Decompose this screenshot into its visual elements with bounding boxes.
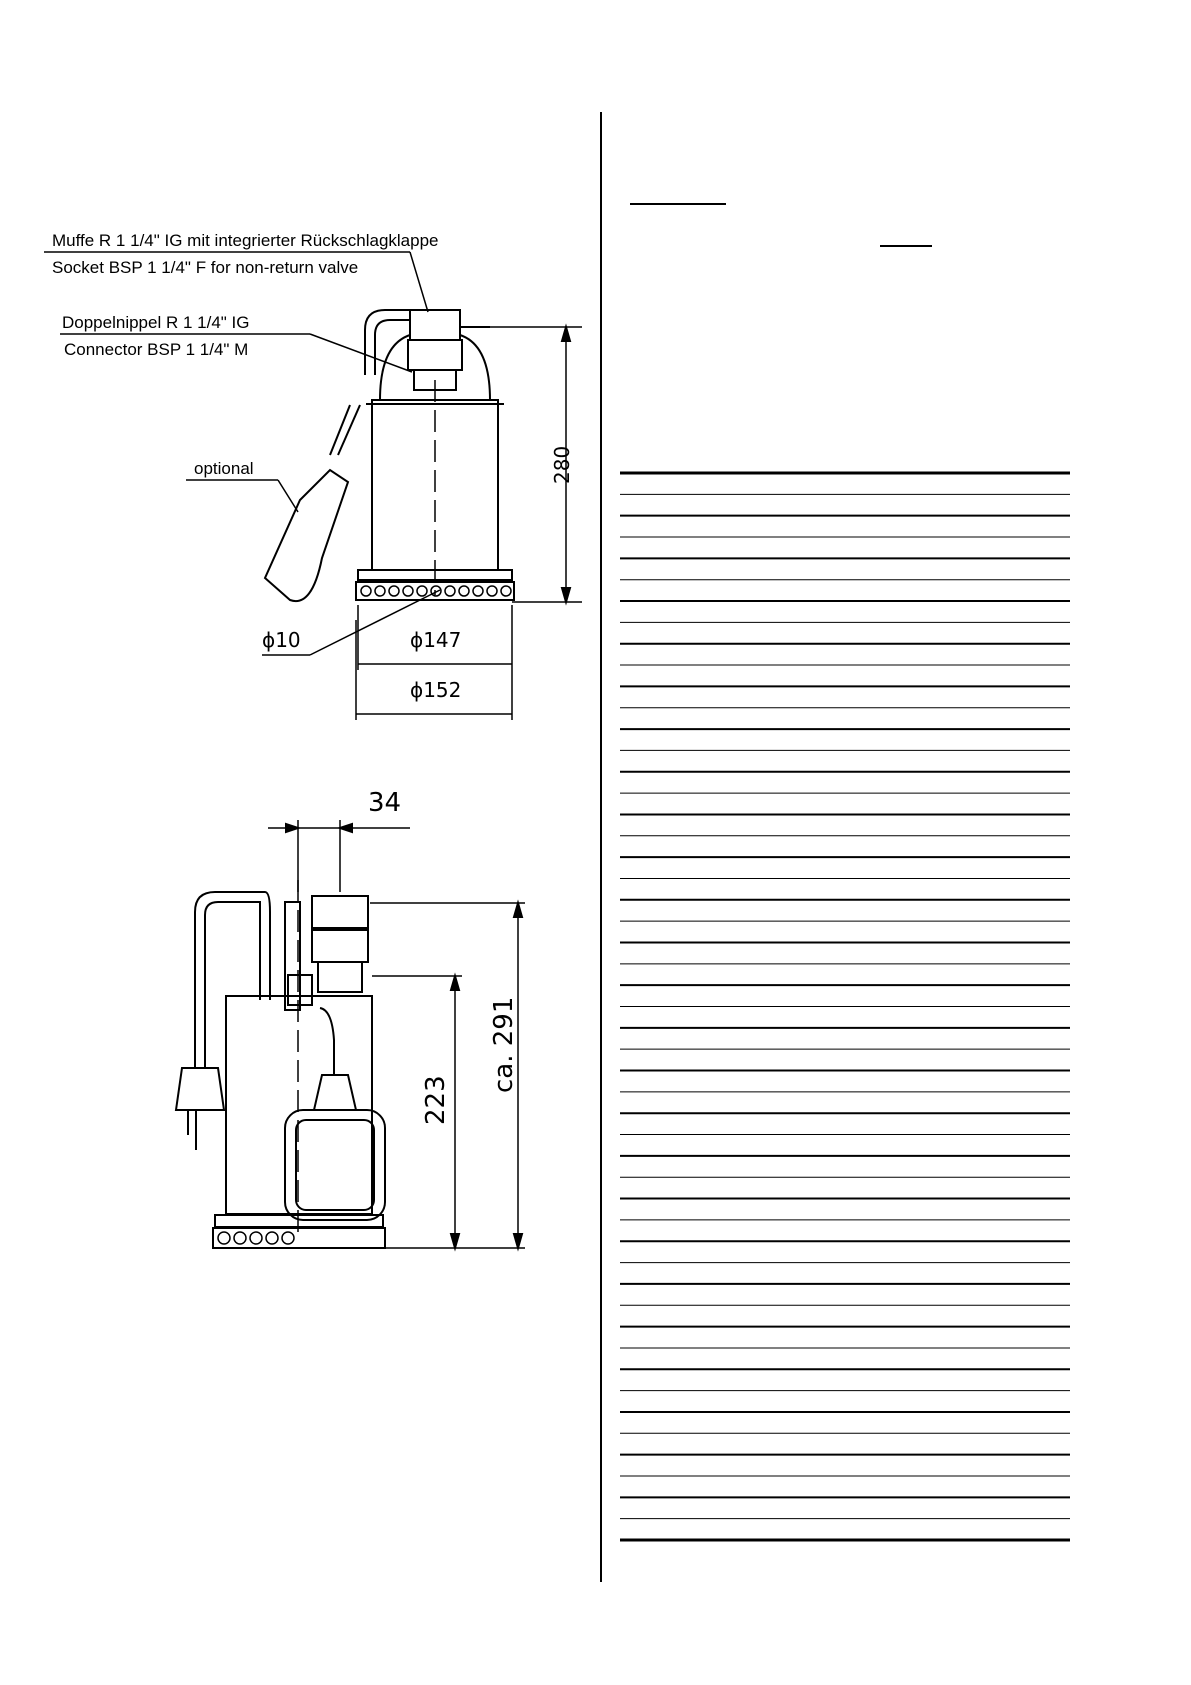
callout-socket-en: Socket BSP 1 1/4" F for non-return valve (52, 258, 359, 277)
dim-offset-34: 34 (368, 788, 402, 818)
dim-hole-diameter: ϕ10 (262, 628, 301, 652)
dim-height-291: ca. 291 (489, 996, 519, 1093)
dim-height-280: 280 (550, 445, 574, 484)
callout-nipple-de: Doppelnippel R 1 1/4" IG (62, 313, 250, 332)
dim-height-223: 223 (421, 1075, 451, 1125)
callout-nipple-en: Connector BSP 1 1/4" M (64, 340, 249, 359)
callout-optional: optional (194, 459, 254, 478)
dim-diameter-152: ϕ152 (410, 678, 462, 702)
callout-socket-de: Muffe R 1 1/4" IG mit integrierter Rückschlagklappe (52, 231, 439, 250)
dim-diameter-147: ϕ147 (410, 628, 462, 652)
